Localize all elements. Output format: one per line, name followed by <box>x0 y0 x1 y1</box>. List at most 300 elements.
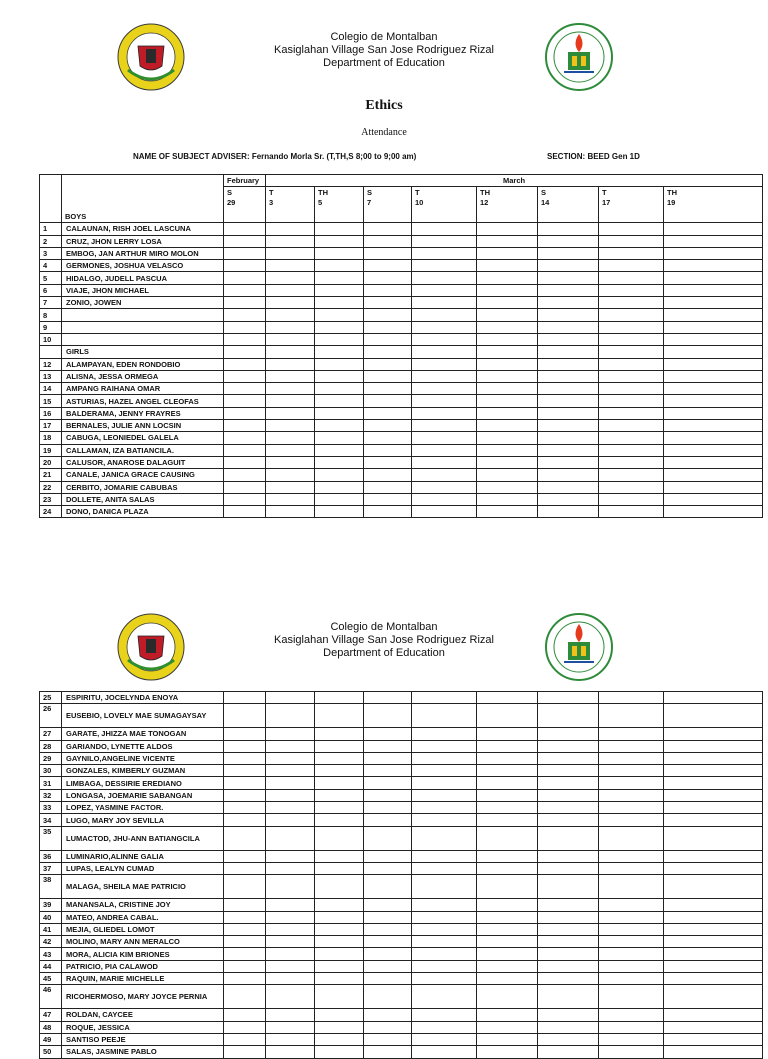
attendance-cell[interactable] <box>266 260 315 272</box>
attendance-cell[interactable] <box>364 506 412 518</box>
attendance-cell[interactable] <box>364 789 412 801</box>
attendance-cell[interactable] <box>266 985 315 1009</box>
attendance-cell[interactable] <box>599 260 664 272</box>
attendance-cell[interactable] <box>538 973 599 985</box>
attendance-cell[interactable] <box>412 1009 477 1021</box>
attendance-cell[interactable] <box>315 923 364 935</box>
attendance-cell[interactable] <box>412 456 477 468</box>
attendance-cell[interactable] <box>224 728 266 740</box>
attendance-cell[interactable] <box>664 444 763 456</box>
attendance-cell[interactable] <box>266 704 315 728</box>
attendance-cell[interactable] <box>477 789 538 801</box>
attendance-cell[interactable] <box>364 704 412 728</box>
attendance-cell[interactable] <box>315 1009 364 1021</box>
attendance-cell[interactable] <box>538 223 599 235</box>
attendance-cell[interactable] <box>266 370 315 382</box>
attendance-cell[interactable] <box>224 814 266 826</box>
attendance-cell[interactable] <box>224 284 266 296</box>
attendance-cell[interactable] <box>224 692 266 704</box>
attendance-cell[interactable] <box>664 1021 763 1033</box>
attendance-cell[interactable] <box>224 826 266 850</box>
attendance-cell[interactable] <box>664 789 763 801</box>
attendance-cell[interactable] <box>664 321 763 333</box>
attendance-cell[interactable] <box>266 936 315 948</box>
attendance-cell[interactable] <box>315 862 364 874</box>
attendance-cell[interactable] <box>315 506 364 518</box>
attendance-cell[interactable] <box>315 814 364 826</box>
attendance-cell[interactable] <box>538 297 599 309</box>
attendance-cell[interactable] <box>538 260 599 272</box>
attendance-cell[interactable] <box>412 383 477 395</box>
attendance-cell[interactable] <box>266 493 315 505</box>
attendance-cell[interactable] <box>224 358 266 370</box>
attendance-cell[interactable] <box>364 692 412 704</box>
attendance-cell[interactable] <box>364 333 412 345</box>
attendance-cell[interactable] <box>664 692 763 704</box>
attendance-cell[interactable] <box>364 960 412 972</box>
attendance-cell[interactable] <box>664 309 763 321</box>
attendance-cell[interactable] <box>364 223 412 235</box>
attendance-cell[interactable] <box>224 936 266 948</box>
attendance-cell[interactable] <box>364 284 412 296</box>
attendance-cell[interactable] <box>477 493 538 505</box>
attendance-cell[interactable] <box>664 420 763 432</box>
attendance-cell[interactable] <box>315 728 364 740</box>
attendance-cell[interactable] <box>315 692 364 704</box>
attendance-cell[interactable] <box>315 297 364 309</box>
attendance-cell[interactable] <box>315 223 364 235</box>
attendance-cell[interactable] <box>664 297 763 309</box>
attendance-cell[interactable] <box>224 752 266 764</box>
attendance-cell[interactable] <box>364 802 412 814</box>
attendance-cell[interactable] <box>477 247 538 259</box>
attendance-cell[interactable] <box>538 309 599 321</box>
attendance-cell[interactable] <box>412 333 477 345</box>
attendance-cell[interactable] <box>664 223 763 235</box>
attendance-cell[interactable] <box>315 407 364 419</box>
attendance-cell[interactable] <box>412 899 477 911</box>
attendance-cell[interactable] <box>266 777 315 789</box>
attendance-cell[interactable] <box>224 985 266 1009</box>
attendance-cell[interactable] <box>477 321 538 333</box>
attendance-cell[interactable] <box>412 235 477 247</box>
attendance-cell[interactable] <box>477 1021 538 1033</box>
attendance-cell[interactable] <box>664 1046 763 1058</box>
attendance-cell[interactable] <box>412 850 477 862</box>
attendance-cell[interactable] <box>412 728 477 740</box>
attendance-cell[interactable] <box>412 802 477 814</box>
attendance-cell[interactable] <box>224 297 266 309</box>
attendance-cell[interactable] <box>364 407 412 419</box>
attendance-cell[interactable] <box>412 875 477 899</box>
attendance-cell[interactable] <box>664 826 763 850</box>
attendance-cell[interactable] <box>538 1033 599 1045</box>
attendance-cell[interactable] <box>538 493 599 505</box>
attendance-cell[interactable] <box>364 235 412 247</box>
attendance-cell[interactable] <box>477 346 538 358</box>
attendance-cell[interactable] <box>266 333 315 345</box>
attendance-cell[interactable] <box>599 395 664 407</box>
attendance-cell[interactable] <box>664 1009 763 1021</box>
attendance-cell[interactable] <box>477 297 538 309</box>
attendance-cell[interactable] <box>315 960 364 972</box>
attendance-cell[interactable] <box>599 420 664 432</box>
attendance-cell[interactable] <box>412 826 477 850</box>
attendance-cell[interactable] <box>477 420 538 432</box>
attendance-cell[interactable] <box>364 1033 412 1045</box>
attendance-cell[interactable] <box>224 235 266 247</box>
attendance-cell[interactable] <box>599 223 664 235</box>
attendance-cell[interactable] <box>364 444 412 456</box>
attendance-cell[interactable] <box>224 309 266 321</box>
attendance-cell[interactable] <box>599 973 664 985</box>
attendance-cell[interactable] <box>224 247 266 259</box>
attendance-cell[interactable] <box>664 456 763 468</box>
attendance-cell[interactable] <box>477 936 538 948</box>
attendance-cell[interactable] <box>599 911 664 923</box>
attendance-cell[interactable] <box>315 899 364 911</box>
attendance-cell[interactable] <box>412 985 477 1009</box>
attendance-cell[interactable] <box>599 826 664 850</box>
attendance-cell[interactable] <box>224 973 266 985</box>
attendance-cell[interactable] <box>477 704 538 728</box>
attendance-cell[interactable] <box>412 420 477 432</box>
attendance-cell[interactable] <box>364 260 412 272</box>
attendance-cell[interactable] <box>477 284 538 296</box>
attendance-cell[interactable] <box>599 789 664 801</box>
attendance-cell[interactable] <box>412 493 477 505</box>
attendance-cell[interactable] <box>364 309 412 321</box>
attendance-cell[interactable] <box>477 923 538 935</box>
attendance-cell[interactable] <box>599 235 664 247</box>
attendance-cell[interactable] <box>599 432 664 444</box>
attendance-cell[interactable] <box>315 948 364 960</box>
attendance-cell[interactable] <box>538 911 599 923</box>
attendance-cell[interactable] <box>599 875 664 899</box>
attendance-cell[interactable] <box>224 1009 266 1021</box>
attendance-cell[interactable] <box>412 260 477 272</box>
attendance-cell[interactable] <box>664 469 763 481</box>
attendance-cell[interactable] <box>538 1009 599 1021</box>
attendance-cell[interactable] <box>538 936 599 948</box>
attendance-cell[interactable] <box>315 765 364 777</box>
attendance-cell[interactable] <box>364 346 412 358</box>
attendance-cell[interactable] <box>599 936 664 948</box>
attendance-cell[interactable] <box>412 444 477 456</box>
attendance-cell[interactable] <box>315 481 364 493</box>
attendance-cell[interactable] <box>538 333 599 345</box>
attendance-cell[interactable] <box>477 469 538 481</box>
attendance-cell[interactable] <box>412 960 477 972</box>
attendance-cell[interactable] <box>477 235 538 247</box>
attendance-cell[interactable] <box>364 985 412 1009</box>
attendance-cell[interactable] <box>364 752 412 764</box>
attendance-cell[interactable] <box>412 1033 477 1045</box>
attendance-cell[interactable] <box>266 346 315 358</box>
attendance-cell[interactable] <box>224 493 266 505</box>
attendance-cell[interactable] <box>664 235 763 247</box>
attendance-cell[interactable] <box>664 752 763 764</box>
attendance-cell[interactable] <box>315 395 364 407</box>
attendance-cell[interactable] <box>664 728 763 740</box>
attendance-cell[interactable] <box>266 272 315 284</box>
attendance-cell[interactable] <box>315 321 364 333</box>
attendance-cell[interactable] <box>266 247 315 259</box>
attendance-cell[interactable] <box>664 973 763 985</box>
attendance-cell[interactable] <box>538 862 599 874</box>
attendance-cell[interactable] <box>599 923 664 935</box>
attendance-cell[interactable] <box>315 469 364 481</box>
attendance-cell[interactable] <box>224 444 266 456</box>
attendance-cell[interactable] <box>538 383 599 395</box>
attendance-cell[interactable] <box>664 740 763 752</box>
attendance-cell[interactable] <box>599 814 664 826</box>
attendance-cell[interactable] <box>599 752 664 764</box>
attendance-cell[interactable] <box>266 407 315 419</box>
attendance-cell[interactable] <box>364 936 412 948</box>
attendance-cell[interactable] <box>538 789 599 801</box>
attendance-cell[interactable] <box>412 948 477 960</box>
attendance-cell[interactable] <box>412 973 477 985</box>
attendance-cell[interactable] <box>315 358 364 370</box>
attendance-cell[interactable] <box>224 862 266 874</box>
attendance-cell[interactable] <box>364 1046 412 1058</box>
attendance-cell[interactable] <box>599 1046 664 1058</box>
attendance-cell[interactable] <box>477 432 538 444</box>
attendance-cell[interactable] <box>224 875 266 899</box>
attendance-cell[interactable] <box>599 493 664 505</box>
attendance-cell[interactable] <box>477 740 538 752</box>
attendance-cell[interactable] <box>412 1046 477 1058</box>
attendance-cell[interactable] <box>266 506 315 518</box>
attendance-cell[interactable] <box>599 862 664 874</box>
attendance-cell[interactable] <box>477 973 538 985</box>
attendance-cell[interactable] <box>664 875 763 899</box>
attendance-cell[interactable] <box>412 469 477 481</box>
attendance-cell[interactable] <box>364 420 412 432</box>
attendance-cell[interactable] <box>266 420 315 432</box>
attendance-cell[interactable] <box>538 444 599 456</box>
attendance-cell[interactable] <box>599 346 664 358</box>
attendance-cell[interactable] <box>224 260 266 272</box>
attendance-cell[interactable] <box>266 297 315 309</box>
attendance-cell[interactable] <box>477 1033 538 1045</box>
attendance-cell[interactable] <box>664 704 763 728</box>
attendance-cell[interactable] <box>315 802 364 814</box>
attendance-cell[interactable] <box>599 407 664 419</box>
attendance-cell[interactable] <box>477 223 538 235</box>
attendance-cell[interactable] <box>538 395 599 407</box>
attendance-cell[interactable] <box>266 469 315 481</box>
attendance-cell[interactable] <box>538 1046 599 1058</box>
attendance-cell[interactable] <box>664 936 763 948</box>
attendance-cell[interactable] <box>315 875 364 899</box>
attendance-cell[interactable] <box>664 777 763 789</box>
attendance-cell[interactable] <box>412 777 477 789</box>
attendance-cell[interactable] <box>315 444 364 456</box>
attendance-cell[interactable] <box>364 395 412 407</box>
attendance-cell[interactable] <box>315 346 364 358</box>
attendance-cell[interactable] <box>477 383 538 395</box>
attendance-cell[interactable] <box>315 309 364 321</box>
attendance-cell[interactable] <box>412 789 477 801</box>
attendance-cell[interactable] <box>266 395 315 407</box>
attendance-cell[interactable] <box>538 728 599 740</box>
attendance-cell[interactable] <box>364 948 412 960</box>
attendance-cell[interactable] <box>266 1046 315 1058</box>
attendance-cell[interactable] <box>315 752 364 764</box>
attendance-cell[interactable] <box>364 383 412 395</box>
attendance-cell[interactable] <box>266 875 315 899</box>
attendance-cell[interactable] <box>364 1021 412 1033</box>
attendance-cell[interactable] <box>538 826 599 850</box>
attendance-cell[interactable] <box>664 899 763 911</box>
attendance-cell[interactable] <box>477 850 538 862</box>
attendance-cell[interactable] <box>664 802 763 814</box>
attendance-cell[interactable] <box>477 309 538 321</box>
attendance-cell[interactable] <box>538 358 599 370</box>
attendance-cell[interactable] <box>224 346 266 358</box>
attendance-cell[interactable] <box>224 370 266 382</box>
attendance-cell[interactable] <box>315 973 364 985</box>
attendance-cell[interactable] <box>315 420 364 432</box>
attendance-cell[interactable] <box>538 432 599 444</box>
attendance-cell[interactable] <box>364 826 412 850</box>
attendance-cell[interactable] <box>364 740 412 752</box>
attendance-cell[interactable] <box>538 321 599 333</box>
attendance-cell[interactable] <box>412 432 477 444</box>
attendance-cell[interactable] <box>538 948 599 960</box>
attendance-cell[interactable] <box>266 692 315 704</box>
attendance-cell[interactable] <box>538 899 599 911</box>
attendance-cell[interactable] <box>477 899 538 911</box>
attendance-cell[interactable] <box>224 802 266 814</box>
attendance-cell[interactable] <box>599 370 664 382</box>
attendance-cell[interactable] <box>664 260 763 272</box>
attendance-cell[interactable] <box>664 395 763 407</box>
attendance-cell[interactable] <box>364 973 412 985</box>
attendance-cell[interactable] <box>266 960 315 972</box>
attendance-cell[interactable] <box>538 506 599 518</box>
attendance-cell[interactable] <box>315 247 364 259</box>
attendance-cell[interactable] <box>599 960 664 972</box>
attendance-cell[interactable] <box>664 284 763 296</box>
attendance-cell[interactable] <box>538 740 599 752</box>
attendance-cell[interactable] <box>412 284 477 296</box>
attendance-cell[interactable] <box>315 284 364 296</box>
attendance-cell[interactable] <box>477 728 538 740</box>
attendance-cell[interactable] <box>266 309 315 321</box>
attendance-cell[interactable] <box>538 346 599 358</box>
attendance-cell[interactable] <box>412 911 477 923</box>
attendance-cell[interactable] <box>599 728 664 740</box>
attendance-cell[interactable] <box>664 985 763 1009</box>
attendance-cell[interactable] <box>266 973 315 985</box>
attendance-cell[interactable] <box>599 309 664 321</box>
attendance-cell[interactable] <box>664 333 763 345</box>
attendance-cell[interactable] <box>315 272 364 284</box>
attendance-cell[interactable] <box>266 728 315 740</box>
attendance-cell[interactable] <box>412 752 477 764</box>
attendance-cell[interactable] <box>477 814 538 826</box>
attendance-cell[interactable] <box>224 321 266 333</box>
attendance-cell[interactable] <box>599 740 664 752</box>
attendance-cell[interactable] <box>599 383 664 395</box>
attendance-cell[interactable] <box>599 284 664 296</box>
attendance-cell[interactable] <box>477 985 538 1009</box>
attendance-cell[interactable] <box>364 247 412 259</box>
attendance-cell[interactable] <box>224 899 266 911</box>
attendance-cell[interactable] <box>664 850 763 862</box>
attendance-cell[interactable] <box>538 850 599 862</box>
attendance-cell[interactable] <box>364 923 412 935</box>
attendance-cell[interactable] <box>599 481 664 493</box>
attendance-cell[interactable] <box>224 383 266 395</box>
attendance-cell[interactable] <box>315 850 364 862</box>
attendance-cell[interactable] <box>477 358 538 370</box>
attendance-cell[interactable] <box>364 777 412 789</box>
attendance-cell[interactable] <box>266 802 315 814</box>
attendance-cell[interactable] <box>364 481 412 493</box>
attendance-cell[interactable] <box>412 346 477 358</box>
attendance-cell[interactable] <box>477 260 538 272</box>
attendance-cell[interactable] <box>266 826 315 850</box>
attendance-cell[interactable] <box>412 321 477 333</box>
attendance-cell[interactable] <box>664 272 763 284</box>
attendance-cell[interactable] <box>364 814 412 826</box>
attendance-cell[interactable] <box>266 789 315 801</box>
attendance-cell[interactable] <box>266 235 315 247</box>
attendance-cell[interactable] <box>315 235 364 247</box>
attendance-cell[interactable] <box>599 1021 664 1033</box>
attendance-cell[interactable] <box>364 370 412 382</box>
attendance-cell[interactable] <box>664 432 763 444</box>
attendance-cell[interactable] <box>266 911 315 923</box>
attendance-cell[interactable] <box>538 985 599 1009</box>
attendance-cell[interactable] <box>266 862 315 874</box>
attendance-cell[interactable] <box>315 911 364 923</box>
attendance-cell[interactable] <box>315 985 364 1009</box>
attendance-cell[interactable] <box>364 765 412 777</box>
attendance-cell[interactable] <box>224 407 266 419</box>
attendance-cell[interactable] <box>315 383 364 395</box>
attendance-cell[interactable] <box>599 444 664 456</box>
attendance-cell[interactable] <box>599 692 664 704</box>
attendance-cell[interactable] <box>266 1033 315 1045</box>
attendance-cell[interactable] <box>266 1021 315 1033</box>
attendance-cell[interactable] <box>664 765 763 777</box>
attendance-cell[interactable] <box>224 789 266 801</box>
attendance-cell[interactable] <box>664 407 763 419</box>
attendance-cell[interactable] <box>315 826 364 850</box>
attendance-cell[interactable] <box>477 960 538 972</box>
attendance-cell[interactable] <box>599 899 664 911</box>
attendance-cell[interactable] <box>664 346 763 358</box>
attendance-cell[interactable] <box>538 875 599 899</box>
attendance-cell[interactable] <box>224 395 266 407</box>
attendance-cell[interactable] <box>412 862 477 874</box>
attendance-cell[interactable] <box>538 481 599 493</box>
attendance-cell[interactable] <box>224 506 266 518</box>
attendance-cell[interactable] <box>477 333 538 345</box>
attendance-cell[interactable] <box>477 752 538 764</box>
attendance-cell[interactable] <box>224 704 266 728</box>
attendance-cell[interactable] <box>599 850 664 862</box>
attendance-cell[interactable] <box>538 777 599 789</box>
attendance-cell[interactable] <box>664 370 763 382</box>
attendance-cell[interactable] <box>266 284 315 296</box>
attendance-cell[interactable] <box>364 272 412 284</box>
